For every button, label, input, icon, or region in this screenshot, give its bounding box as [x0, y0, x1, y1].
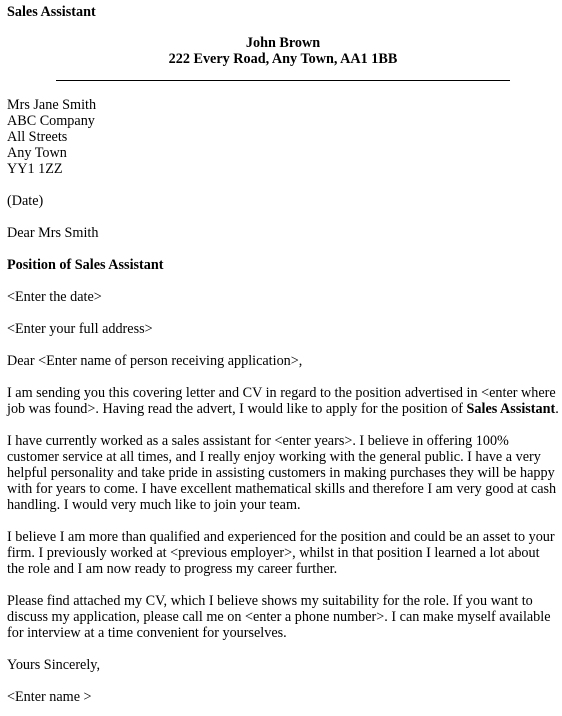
signature-placeholder: <Enter name >	[7, 689, 92, 705]
sender-name: John Brown	[245, 35, 321, 51]
sender-address: 222 Every Road, Any Town, AA1 1BB	[168, 51, 398, 67]
placeholder-salutation: Dear <Enter name of person receiving application>,	[7, 353, 303, 369]
placeholder-address: <Enter your full address>	[7, 321, 153, 337]
document-title: Sales Assistant	[7, 4, 96, 20]
recipient-street: All Streets	[7, 129, 68, 145]
letter-body	[7, 97, 559, 705]
recipient-town: Any Town	[7, 145, 67, 161]
header-divider	[56, 80, 510, 81]
salutation: Dear Mrs Smith	[7, 225, 99, 241]
paragraph-qualifications: I believe I am more than qualified and experienced for the position and could be an asset to your firm. I previously worked at <previous employer>, whilst in that position I learned a lot about the role and I am now ready to progress my career further.	[7, 529, 555, 577]
paragraph-intro	[7, 385, 559, 417]
closing-phrase: Yours Sincerely,	[7, 657, 101, 673]
letter-date: (Date)	[7, 193, 44, 209]
recipient-postcode: YY1 1ZZ	[7, 161, 63, 177]
placeholder-date: <Enter the date>	[7, 289, 102, 305]
paragraph-experience: I have currently worked as a sales assistant for <enter years>. I believe in offering 100% customer service at all times, and I really enjoy working with the general public. I have a very helpful personality and take pride in assisting customers in making purchases they will be happy with for years to come. I have excellent mathematical skills and therefore I am very good at cash handling. I would very much like to join your team.	[7, 433, 557, 513]
subject-line: Position of Sales Assistant	[7, 257, 164, 273]
paragraph-intro-end: .	[555, 401, 559, 417]
recipient-name: Mrs Jane Smith	[7, 97, 97, 113]
paragraph-intro-text: I am sending you this covering letter and CV in regard to the position advertised in <enter where job was found>. Having read the advert, I would like to apply for the position of	[7, 385, 556, 417]
paragraph-closing: Please find attached my CV, which I believe shows my suitability for the role. If you want to discuss my application, please call me on <enter a phone number>. I can make myself available for interview at a time convenient for yourselves.	[7, 593, 551, 641]
paragraph-intro-position: Sales Assistant	[466, 401, 556, 417]
recipient-company: ABC Company	[7, 113, 95, 129]
